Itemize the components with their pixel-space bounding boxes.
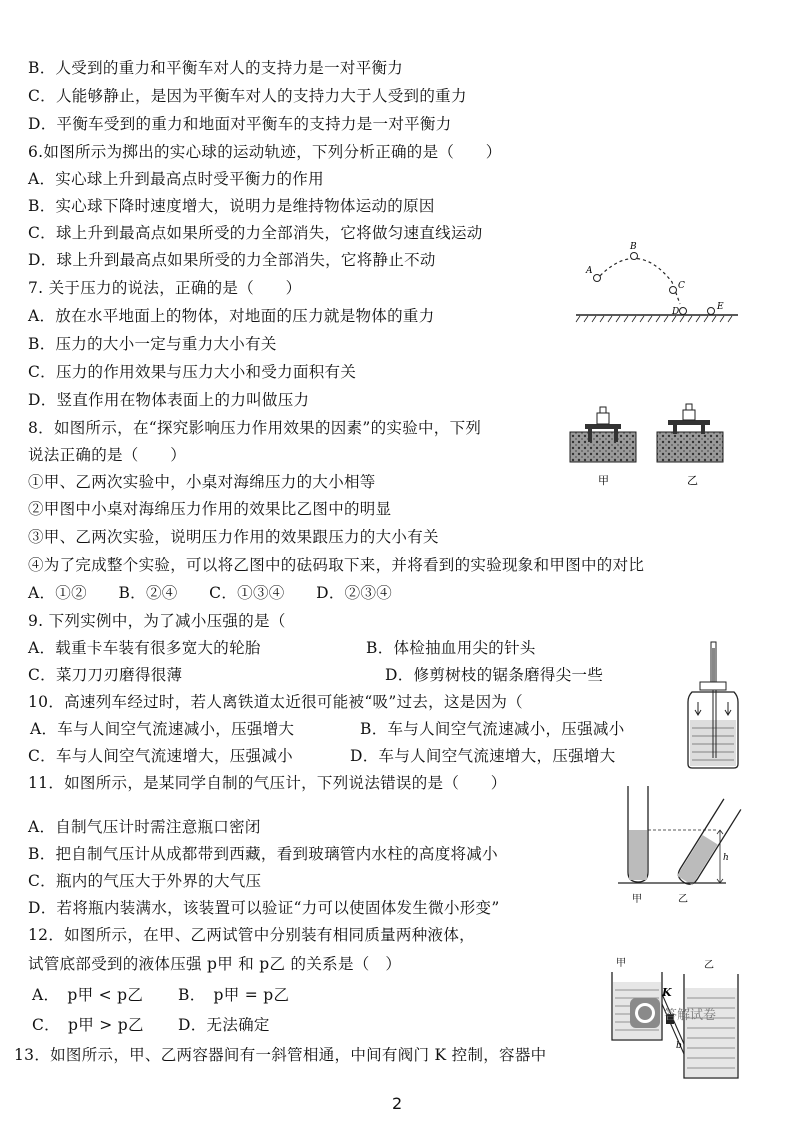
container-label-k: K [662,986,672,999]
q12-stem-line2: 试管底部受到的液体压强 p甲 和 p乙 的关系是（ ） [28,955,402,973]
q12-option-b: B． p甲 = p乙 [178,986,290,1004]
q6-option-b: B．实心球下降时速度增大，说明力是维持物体运动的原因 [28,197,435,215]
q8-options: A．①② B．②④ C．①③④ D．②③④ [28,584,393,602]
q9-option-d: D．修剪树枝的锯条磨得尖一些 [385,666,604,684]
q12-option-c: C． p甲 > p乙 [32,1016,144,1034]
q11-option-a: A．自制气压计时需注意瓶口密闭 [28,818,261,836]
q8-statement-4: ④为了完成整个实验，可以将乙图中的砝码取下来，并将看到的实验现象和甲图中的对比 [28,556,645,574]
page-number: 2 [392,1094,403,1113]
q12-stem-line1: 12．如图所示，在甲、乙两试管中分别装有相同质量两种液体， [28,926,475,944]
q8-statement-1: ①甲、乙两次实验中，小桌对海绵压力的大小相等 [28,473,376,491]
q10-option-b: B．车与人间空气流速减小，压强减小 [360,720,625,738]
q6-option-c: C．球上升到最高点如果所受的力全部消失，它将做匀速直线运动 [28,224,483,242]
q11-option-b: B．把自制气压计从成都带到西藏，看到玻璃管内水柱的高度将减小 [28,845,498,863]
tubes-label-jia: 甲 [632,894,642,905]
q11-stem: 11．如图所示，是某同学自制的气压计，下列说法错误的是（ ） [28,774,507,792]
container-label-b: b [676,1041,682,1051]
q8-statement-3: ③甲、乙两次实验，说明压力作用的效果跟压力的大小有关 [28,528,439,546]
q6-stem: 6.如图所示为掷出的实心球的运动轨迹，下列分析正确的是（ ） [28,143,502,161]
q10-option-a: A．车与人间空气流速减小，压强增大 [30,720,295,738]
q6-option-d: D．球上升到最高点如果所受的力全部消失，它将静止不动 [28,251,436,269]
q7-option-b: B．压力的大小一定与重力大小有关 [28,335,277,353]
sponge-label-jia: 甲 [598,474,609,487]
q8-stem-line2: 说法正确的是（ ） [28,446,187,464]
watermark [630,998,716,1028]
q10-stem: 10．高速列车经过时，若人离铁道太近很可能被“吸”过去，这是因为（ [28,693,523,711]
tubes-label-yi: 乙 [678,894,688,905]
trajectory-label-c: C [678,281,685,291]
q11-option-c: C．瓶内的气压大于外界的大气压 [28,872,262,890]
q6-option-a: A．实心球上升到最高点时受平衡力的作用 [28,170,324,188]
q8-stem-line1: 8．如图所示，在“探究影响压力作用效果的因素”的实验中，下列 [28,419,482,437]
trajectory-label-b: B [630,242,637,252]
container-label-jia: 甲 [616,958,626,969]
q11-option-d: D．若将瓶内装满水，该装置可以验证“力可以使固体发生微小形变” [28,899,500,917]
sponge-label-yi: 乙 [687,474,698,487]
q9-option-a: A．载重卡车装有很多宽大的轮胎 [28,639,261,657]
q9-stem: 9. 下列实例中，为了减小压强的是（ [28,612,286,630]
container-label-yi: 乙 [704,960,714,971]
q10-option-d: D．车与人间空气流速增大，压强增大 [350,747,616,765]
q13-stem: 13．如图所示，甲、乙两容器间有一斜管相通，中间有阀门 K 控制，容器中 [14,1046,547,1064]
trajectory-label-d: D [672,307,680,317]
q5-option-d: D．平衡车受到的重力和地面对平衡车的支持力是一对平衡力 [28,115,452,133]
q5-option-c: C．人能够静止，是因为平衡车对人的支持力大于人受到的重力 [28,87,467,105]
q12-option-d: D．无法确定 [178,1016,270,1034]
q9-option-c: C．菜刀刀刃磨得很薄 [28,666,183,684]
q5-option-b: B．人受到的重力和平衡车对人的支持力是一对平衡力 [28,59,404,77]
camera-icon [630,998,660,1028]
barometer-figure [680,640,750,772]
q7-option-a: A．放在水平地面上的物体，对地面的压力就是物体的重力 [28,307,435,325]
sponge-experiment-figure [565,398,745,490]
watermark-text: 答解试卷 [664,1007,717,1023]
test-tubes-figure [608,782,748,910]
q12-option-a: A． p甲 < p乙 [32,986,144,1004]
q7-stem: 7. 关于压力的说法，正确的是（ ） [28,279,302,297]
trajectory-label-e: E [717,302,724,312]
tubes-label-h: h [723,853,729,863]
q9-option-b: B．体检抽血用尖的针头 [366,639,536,657]
trajectory-label-a: A [586,266,593,276]
trajectory-figure [572,238,742,330]
q7-option-d: D．竖直作用在物体表面上的力叫做压力 [28,391,310,409]
q8-statement-2: ②甲图中小桌对海绵压力作用的效果比乙图中的明显 [28,500,392,518]
q10-option-c: C．车与人间空气流速增大，压强减小 [28,747,293,765]
q7-option-c: C．压力的作用效果与压力大小和受力面积有关 [28,363,357,381]
